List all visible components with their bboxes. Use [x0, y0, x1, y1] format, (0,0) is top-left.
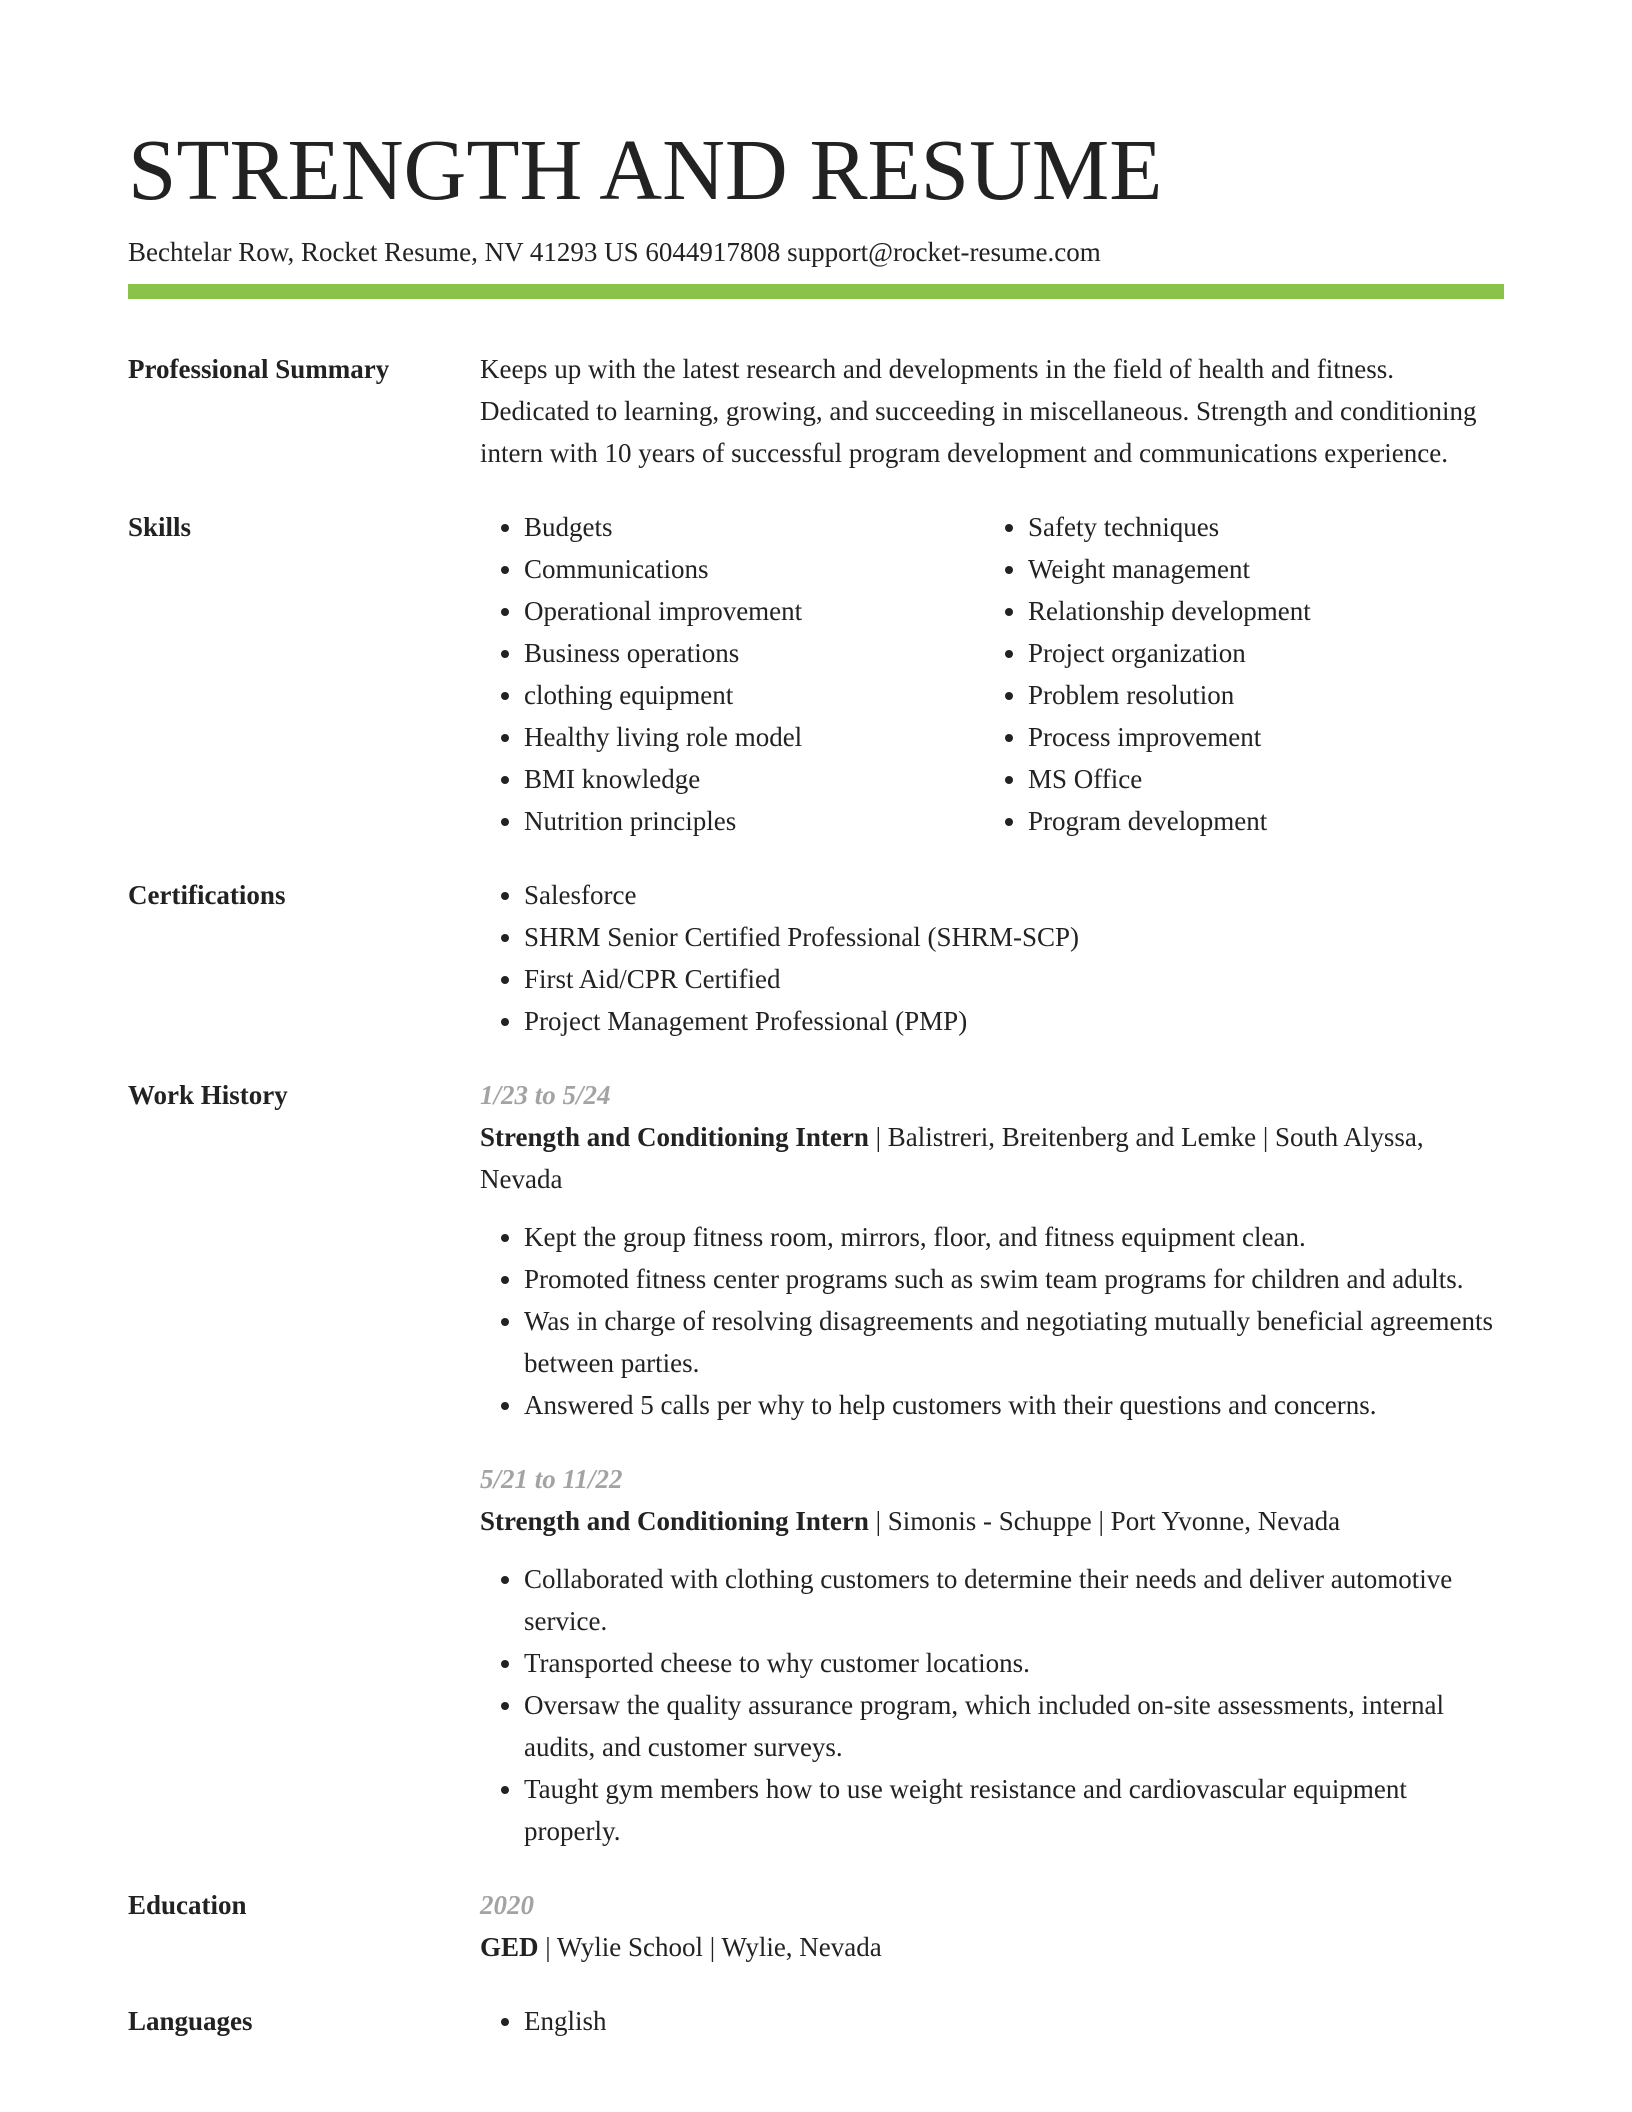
- education-section: [128, 1884, 1504, 1968]
- skill-item: • Healthy living role model: [524, 716, 984, 758]
- languages-section: [128, 2000, 1504, 2042]
- certification-item: • SHRM Senior Certified Professional (SHRM-SCP): [524, 916, 1504, 958]
- summary-text: Keeps up with the latest research and developments in the field of health and fitness. Dedicated to learning, growing, and succeeding in miscellaneous. Strength and conditioning intern with 10 years of successful program development and communications experience.: [480, 354, 1477, 468]
- section-title-languages: Languages: [128, 2006, 253, 2036]
- skill-item: • Program development: [1028, 800, 1488, 842]
- resume-name: STRENGTH AND RESUME: [128, 121, 1163, 218]
- skill-item: • MS Office: [1028, 758, 1488, 800]
- section-title-education: Education: [128, 1890, 247, 1920]
- section-title-certifications: Certifications: [128, 880, 286, 910]
- contact-line: Bechtelar Row, Rocket Resume, NV 41293 US 6044917808 support@rocket-resume.com: [128, 237, 1101, 267]
- skills-list-left: [480, 506, 984, 842]
- job-bullet: • Was in charge of resolving disagreements and negotiating mutually beneficial agreements between parties.: [524, 1300, 1504, 1384]
- certifications-list: [480, 874, 1504, 1042]
- section-title-skills: Skills: [128, 512, 192, 542]
- certification-item: • First Aid/CPR Certified: [524, 958, 1504, 1000]
- language-item: • English: [524, 2000, 1504, 2042]
- job-role: Strength and Conditioning Intern: [480, 1122, 869, 1152]
- job-bullet: • Transported cheese to why customer locations.: [524, 1642, 1504, 1684]
- skills-section: [128, 506, 1504, 842]
- job-bullets: [480, 1558, 1504, 1852]
- job-bullet: • Collaborated with clothing customers to determine their needs and deliver automotive service.: [524, 1558, 1504, 1642]
- section-title-work-history: Work History: [128, 1080, 288, 1110]
- education-year: 2020: [480, 1890, 534, 1920]
- skill-item: • Safety techniques: [1028, 506, 1488, 548]
- header-divider: [128, 284, 1504, 299]
- skill-item: • Project organization: [1028, 632, 1488, 674]
- job-entry: [480, 1458, 1504, 1852]
- job-heading: [480, 1116, 1504, 1200]
- job-bullet: • Oversaw the quality assurance program, which included on-site assessments, internal audits, and customer surveys.: [524, 1684, 1504, 1768]
- skill-item: • Weight management: [1028, 548, 1488, 590]
- skill-item: • Problem resolution: [1028, 674, 1488, 716]
- skills-list-right: [984, 506, 1488, 842]
- skill-item: • Business operations: [524, 632, 984, 674]
- job-role: Strength and Conditioning Intern: [480, 1506, 869, 1536]
- job-heading: [480, 1500, 1504, 1542]
- job-bullets: [480, 1216, 1504, 1426]
- section-title-summary: Professional Summary: [128, 354, 390, 384]
- education-details: | Wylie School | Wylie, Nevada: [538, 1932, 882, 1962]
- job-details: | Balistreri, Breitenberg and Lemke | South Alyssa, Nevada: [480, 1122, 1424, 1194]
- skill-item: • Communications: [524, 548, 984, 590]
- skill-item: • Relationship development: [1028, 590, 1488, 632]
- education-degree: GED: [480, 1932, 539, 1962]
- job-bullet: • Taught gym members how to use weight resistance and cardiovascular equipment properly.: [524, 1768, 1504, 1852]
- languages-list: [480, 2000, 1504, 2042]
- skill-item: • BMI knowledge: [524, 758, 984, 800]
- job-bullet: • Promoted fitness center programs such as swim team programs for children and adults.: [524, 1258, 1504, 1300]
- skill-item: • Nutrition principles: [524, 800, 984, 842]
- job-bullet: • Answered 5 calls per why to help customers with their questions and concerns.: [524, 1384, 1504, 1426]
- skill-item: • Operational improvement: [524, 590, 984, 632]
- certification-item: • Salesforce: [524, 874, 1504, 916]
- certification-item: • Project Management Professional (PMP): [524, 1000, 1504, 1042]
- skill-item: • Process improvement: [1028, 716, 1488, 758]
- job-bullet: • Kept the group fitness room, mirrors, floor, and fitness equipment clean.: [524, 1216, 1504, 1258]
- job-dates: 1/23 to 5/24: [480, 1080, 611, 1110]
- job-entry: [480, 1074, 1504, 1426]
- skill-item: • clothing equipment: [524, 674, 984, 716]
- resume-page: [128, 118, 1504, 2042]
- summary-section: [128, 348, 1504, 474]
- work-history-section: [128, 1074, 1504, 1852]
- certifications-section: [128, 874, 1504, 1042]
- education-line: [480, 1926, 1504, 1968]
- job-dates: 5/21 to 11/22: [480, 1464, 623, 1494]
- skill-item: • Budgets: [524, 506, 984, 548]
- job-details: | Simonis - Schuppe | Port Yvonne, Nevada: [868, 1506, 1341, 1536]
